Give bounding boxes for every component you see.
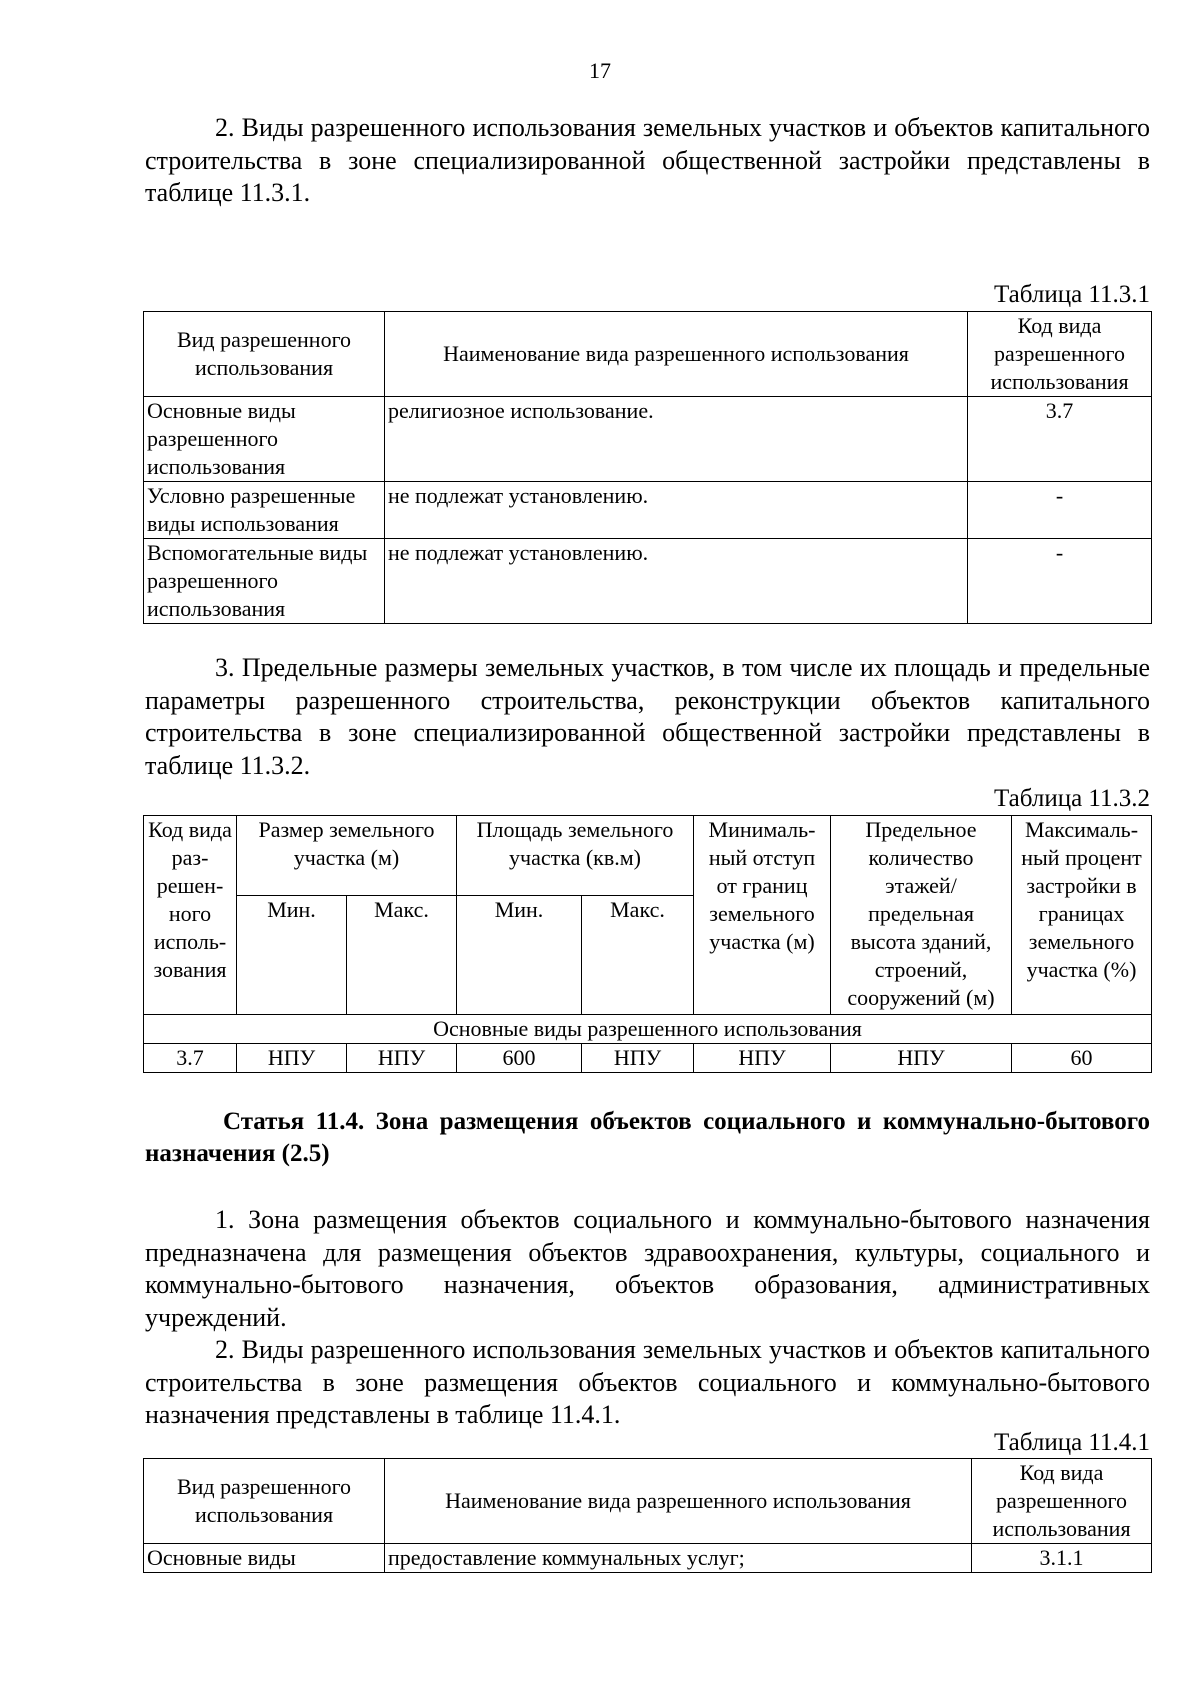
cell-use-name: не подлежат установлению. [385,482,968,539]
paragraph-3-limit-sizes: 3. Предельные размеры земельных участков, в том числе их площадь и предельные параметры разрешенного строительства, реконструкции объектов капитального строительства в зоне специализированной общественной застройки представлены в таблице 11.3.2. [145,653,1150,780]
header-use-name: Наименование вида разрешенного использования [385,312,968,397]
header-use-name: Наименование вида разрешенного использования [385,1459,972,1544]
cell-use-name: религиозное использование. [385,397,968,482]
header-area-min: Мин. [457,896,582,1015]
table-11-4-1 [143,1458,1152,1573]
table-caption-11-4-1: Таблица 11.4.1 [994,1429,1150,1456]
table-caption-11-3-2: Таблица 11.3.2 [994,785,1150,812]
header-code: Код вида раз-решен-ного исполь-зования [144,816,237,1015]
article-paragraph-2: 2. Виды разрешенного использования земельных участков и объектов капитального строительства в зоне размещения объектов социального и коммунально-бытового назначения представлены в таблице 11.4.1. [145,1335,1150,1429]
cell-use-code: - [968,482,1152,539]
table-caption-11-3-1: Таблица 11.3.1 [994,281,1150,308]
header-use-type: Вид разрешенного использования [144,312,385,397]
table-row [144,482,1152,539]
header-size-max: Макс. [347,896,457,1015]
table-row [144,1544,1152,1573]
cell-area-max: НПУ [582,1044,694,1073]
article-heading: Статья 11.4. Зона размещения объектов социального и коммунально-бытового назначения (2.5) [145,1108,1150,1167]
cell-use-code: 3.1.1 [972,1544,1152,1573]
cell-size-min: НПУ [237,1044,347,1073]
header-area-max: Макс. [582,896,694,1015]
cell-area-min: 600 [457,1044,582,1073]
table-header-row [144,312,1152,397]
cell-size-max: НПУ [347,1044,457,1073]
cell-use-code: 3.7 [968,397,1152,482]
cell-use-type: Вспомогательные виды разрешенного использования [144,539,385,624]
header-max-floors: Предельное количество этажей/ предельная высота зданий, строений, сооружений (м) [831,816,1012,1015]
table-header-row [144,816,1152,896]
table-row [144,539,1152,624]
table-group-row [144,1015,1152,1044]
cell-use-type: Условно разрешенные виды использования [144,482,385,539]
header-plot-area: Площадь земельного участка (кв.м) [457,816,694,896]
cell-use-name: не подлежат установлению. [385,539,968,624]
cell-min-setback: НПУ [694,1044,831,1073]
table-11-3-2 [143,815,1152,1073]
header-max-coverage: Максималь-ный процент застройки в границах земельного участка (%) [1012,816,1152,1015]
header-use-code: Код вида разрешенного использования [972,1459,1152,1544]
table-row [144,397,1152,482]
article-paragraph-1: 1. Зона размещения объектов социального и коммунально-бытового назначения предназначена для размещения объектов здравоохранения, культуры, социального и коммунально-бытового назначения, объектов образования, административных учреждений. [145,1205,1150,1332]
cell-max-coverage: 60 [1012,1044,1152,1073]
table-11-3-1 [143,311,1152,624]
cell-use-type: Основные виды [144,1544,385,1573]
header-plot-size: Размер земельного участка (м) [237,816,457,896]
cell-use-code: - [968,539,1152,624]
header-use-code: Код вида разрешенного использования [968,312,1152,397]
table-header-row [144,1459,1152,1544]
cell-use-type: Основные виды разрешенного использования [144,397,385,482]
cell-use-name: предоставление коммунальных услуг; [385,1544,972,1573]
page-number: 17 [589,58,611,83]
header-min-setback: Минималь-ный отступ от границ земельного участка (м) [694,816,831,1015]
group-label: Основные виды разрешенного использования [144,1015,1152,1044]
header-size-min: Мин. [237,896,347,1015]
paragraph-2-permitted-uses: 2. Виды разрешенного использования земельных участков и объектов капитального строительства в зоне специализированной общественной застройки представлены в таблице 11.3.1. [145,113,1150,207]
cell-code: 3.7 [144,1044,237,1073]
cell-max-floors: НПУ [831,1044,1012,1073]
table-row [144,1044,1152,1073]
header-use-type: Вид разрешенного использования [144,1459,385,1544]
